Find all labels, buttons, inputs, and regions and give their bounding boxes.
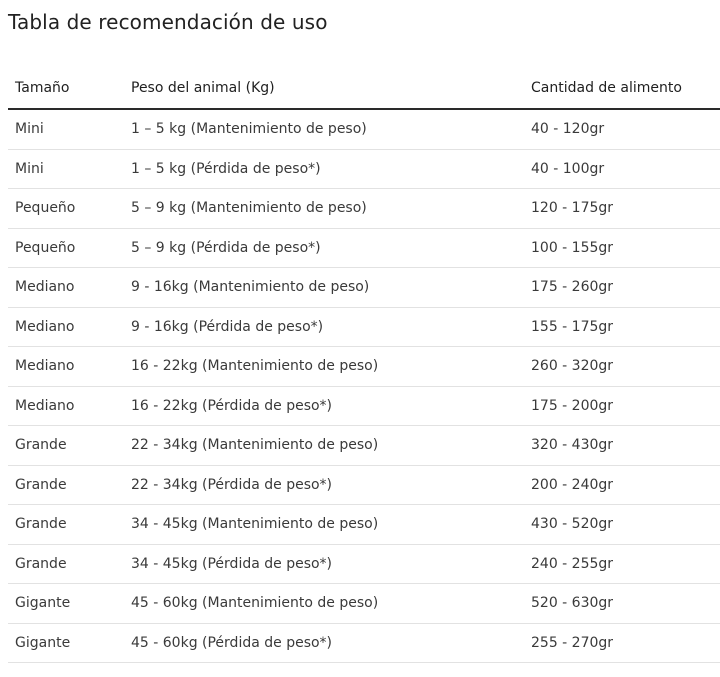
table-header-row: [8, 68, 720, 109]
cell-size: Mini: [8, 149, 124, 189]
page-title: Tabla de recomendación de uso: [8, 10, 328, 34]
cell-food-amount: 175 - 200gr: [524, 386, 720, 426]
table-row: [8, 386, 720, 426]
cell-animal-weight: 5 – 9 kg (Pérdida de peso*): [124, 228, 524, 268]
cell-food-amount: 520 - 630gr: [524, 584, 720, 624]
cell-food-amount: 255 - 270gr: [524, 623, 720, 663]
cell-animal-weight: 22 - 34kg (Pérdida de peso*): [124, 465, 524, 505]
table-row: [8, 465, 720, 505]
cell-animal-weight: 1 – 5 kg (Pérdida de peso*): [124, 149, 524, 189]
cell-size: Grande: [8, 465, 124, 505]
cell-food-amount: 155 - 175gr: [524, 307, 720, 347]
table-row: [8, 623, 720, 663]
cell-food-amount: 260 - 320gr: [524, 347, 720, 387]
cell-animal-weight: 45 - 60kg (Mantenimiento de peso): [124, 584, 524, 624]
table-row: [8, 109, 720, 149]
table-row: [8, 505, 720, 545]
table-row: [8, 228, 720, 268]
cell-size: Pequeño: [8, 189, 124, 229]
table-body: [8, 109, 720, 663]
header-food-amount: Cantidad de alimento: [524, 68, 720, 109]
header-animal-weight: Peso del animal (Kg): [124, 68, 524, 109]
cell-animal-weight: 16 - 22kg (Mantenimiento de peso): [124, 347, 524, 387]
table-row: [8, 426, 720, 466]
cell-animal-weight: 16 - 22kg (Pérdida de peso*): [124, 386, 524, 426]
cell-food-amount: 200 - 240gr: [524, 465, 720, 505]
cell-animal-weight: 45 - 60kg (Pérdida de peso*): [124, 623, 524, 663]
cell-food-amount: 430 - 520gr: [524, 505, 720, 545]
cell-animal-weight: 9 - 16kg (Mantenimiento de peso): [124, 268, 524, 308]
table-row: [8, 307, 720, 347]
cell-food-amount: 40 - 100gr: [524, 149, 720, 189]
cell-animal-weight: 1 – 5 kg (Mantenimiento de peso): [124, 109, 524, 149]
cell-food-amount: 240 - 255gr: [524, 544, 720, 584]
table-header: [8, 68, 720, 109]
usage-recommendation-table: [8, 68, 720, 663]
cell-size: Gigante: [8, 623, 124, 663]
cell-size: Mini: [8, 109, 124, 149]
table-row: [8, 189, 720, 229]
table-row: [8, 584, 720, 624]
cell-size: Mediano: [8, 268, 124, 308]
table-row: [8, 347, 720, 387]
table-row: [8, 149, 720, 189]
cell-size: Pequeño: [8, 228, 124, 268]
table-row: [8, 268, 720, 308]
cell-size: Mediano: [8, 386, 124, 426]
cell-size: Gigante: [8, 584, 124, 624]
cell-size: Grande: [8, 426, 124, 466]
cell-size: Grande: [8, 505, 124, 545]
cell-food-amount: 320 - 430gr: [524, 426, 720, 466]
cell-size: Mediano: [8, 307, 124, 347]
cell-size: Mediano: [8, 347, 124, 387]
cell-food-amount: 175 - 260gr: [524, 268, 720, 308]
header-size: Tamaño: [8, 68, 124, 109]
cell-size: Grande: [8, 544, 124, 584]
cell-animal-weight: 22 - 34kg (Mantenimiento de peso): [124, 426, 524, 466]
cell-food-amount: 40 - 120gr: [524, 109, 720, 149]
cell-animal-weight: 5 – 9 kg (Mantenimiento de peso): [124, 189, 524, 229]
cell-animal-weight: 9 - 16kg (Pérdida de peso*): [124, 307, 524, 347]
cell-food-amount: 100 - 155gr: [524, 228, 720, 268]
table-row: [8, 544, 720, 584]
cell-animal-weight: 34 - 45kg (Mantenimiento de peso): [124, 505, 524, 545]
cell-animal-weight: 34 - 45kg (Pérdida de peso*): [124, 544, 524, 584]
cell-food-amount: 120 - 175gr: [524, 189, 720, 229]
